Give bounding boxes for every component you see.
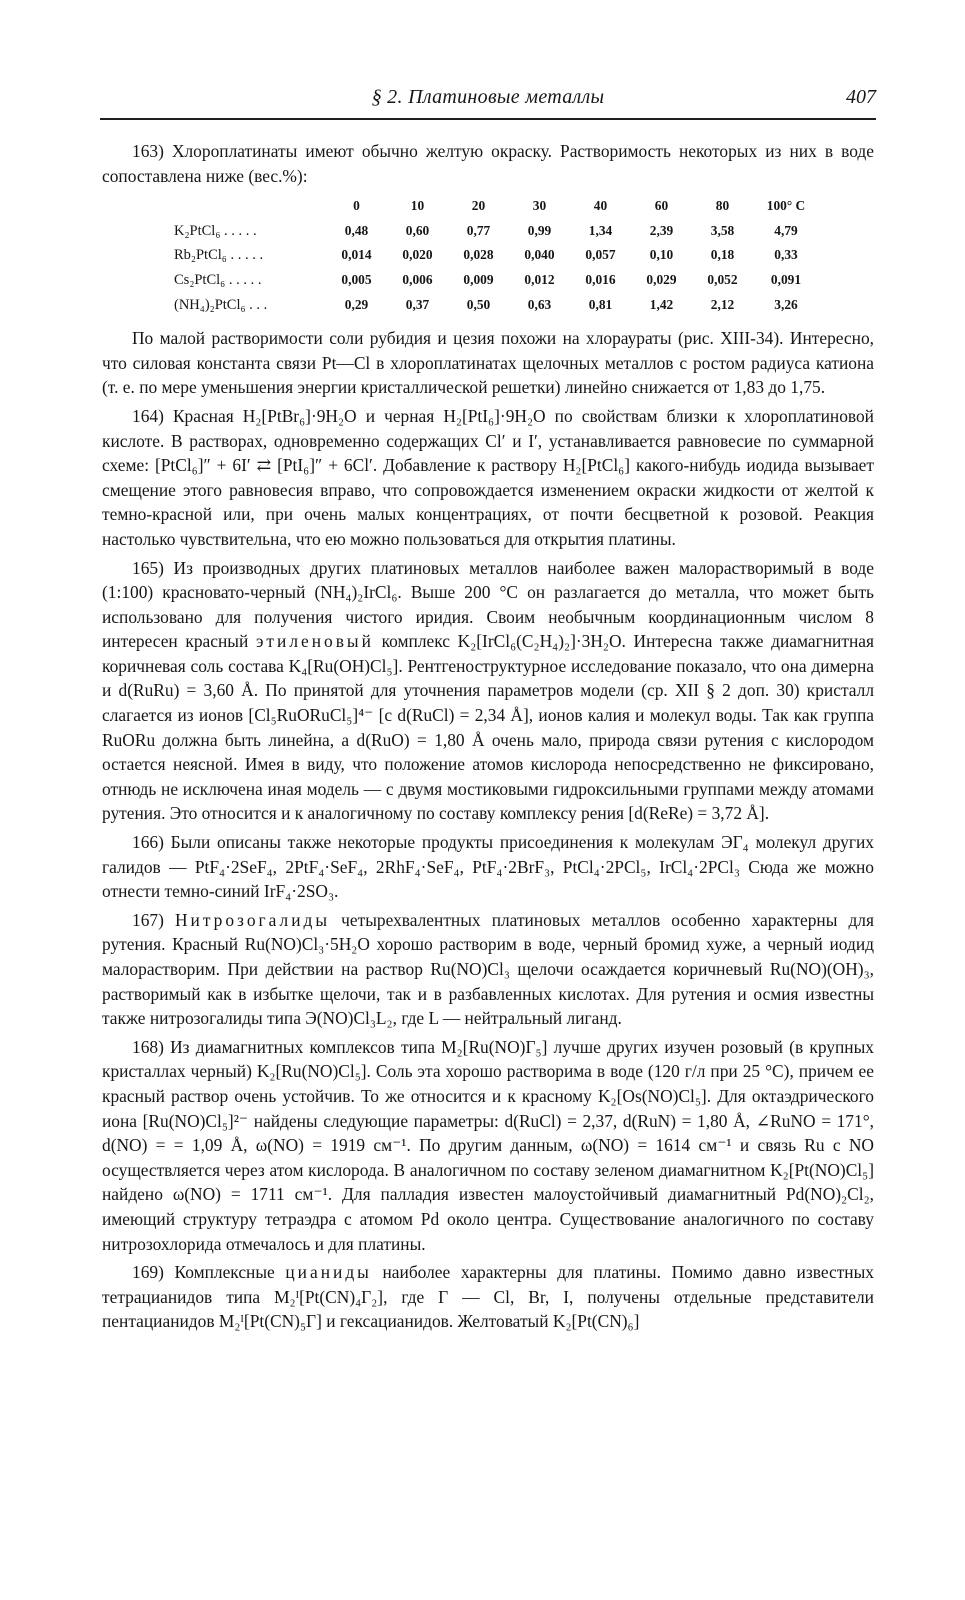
table-cell: 0,057 (585, 247, 616, 263)
salt-name: (NH₄)₂PtCl₆ . . . (174, 296, 268, 313)
table-corner (174, 194, 326, 219)
page-number: 407 (846, 86, 876, 108)
table-cell: 0,005 (341, 271, 372, 287)
column-header: 0 (353, 198, 360, 214)
table-cell: 0,091 (770, 271, 802, 287)
column-header: 100° C (766, 198, 806, 214)
table-cell: 0,60 (405, 222, 430, 238)
running-header (100, 86, 876, 116)
table-cell: 0,81 (588, 296, 613, 312)
column-header: 80 (715, 198, 730, 214)
table-cell: 0,029 (646, 271, 677, 287)
paragraph-165-part-b: комплекс K₂[IrCl₆(C₂H₄)₂]·3H₂O. Интересна также диамагнитная коричневая соль состава K₄[Ru(OH)Cl₅]. Рентгеноструктурное исследование показало, что она димерна и d(RuRu) = 3,60 Å. По принятой для уточнения параметров модели (ср. XII § 2 доп. 30) кристалл слагается из ионов [Cl₅RuORuCl₅]⁴⁻ [с d(RuCl) = 2,34 Å], ионов калия и молекул воды. Так как группа RuORu должна быть линейна, а d(RuO) = 1,80 Å очень мало, природа связи рутения с кислородом остается неясной. Имея в виду, что положение атомов кислорода непосредственно не фиксировано, отнюдь не исключена иная модель — с двумя мостиковыми гидроксильными группами между атомами рутения. Это относится и к аналогичному по составу комплексу рения [d(ReRe) = 3,72 Å]. (102, 631, 874, 824)
paragraph-164: 164) Красная H₂[PtBr₆]·9H₂O и черная H₂[PtI₆]·9H₂O по свойствам близки к хлороплатиновой кислоте. В растворах, одновременно содержащих Cl′ и I′, устанавливается равновесие по суммарной схеме: [PtCl₆]″ + 6I′ ⇄ [PtI₆]″ + 6Cl′. Добавление к раствору H₂[PtCl₆] какого-нибудь иодида вызывает смещение этого равновесия вправо, что сопровождается изменением окраски жидкости от желтой к темно-красной или, при очень малых концентрациях, от почти бесцветной к розовой. Реакция настолько чувствительна, что ею можно пользоваться для открытия платины. (102, 405, 874, 549)
table-cell: 0,50 (466, 296, 491, 312)
solubility-table (174, 194, 819, 317)
table-cell: 3,26 (774, 296, 798, 312)
paragraph-169 (102, 1260, 874, 1334)
paragraph-165 (102, 556, 874, 827)
table-row (174, 293, 819, 318)
spaced-emphasis-term: этиленовый (255, 631, 374, 652)
table-cell: 0,006 (402, 271, 433, 287)
table-cell: 0,33 (774, 247, 798, 263)
section-title: § 2. Платиновые металлы (371, 86, 605, 108)
paragraph-165-part-a: 165) Из производных других платиновых металлов наиболее важен малорастворимый в воде (1:100) красновато-черный (NH₄)₂IrCl₆. Выше 200 °C он разлагается до металла, что может быть использовано для получения чистого иридия. Своим необычным координационным числом 8 интересен красный (102, 557, 874, 652)
spaced-emphasis-term: цианиды (285, 1262, 372, 1283)
salt-name: K₂PtCl₆ . . . . . (174, 222, 257, 239)
table-cell: 1,34 (588, 222, 613, 238)
table-cell: 3,58 (710, 222, 735, 238)
table-cell: 0,77 (466, 222, 491, 238)
table-cell: 0,18 (710, 247, 735, 263)
table-cell: 0,014 (341, 247, 372, 263)
column-header: 40 (593, 198, 608, 214)
table-cell: 0,48 (344, 222, 369, 238)
table-cell: 0,99 (527, 222, 552, 238)
table-cell: 0,052 (707, 271, 738, 287)
paragraph-167-part-b: четырехвалентных платиновых металлов особенно характерны для рутения. Красный Ru(NO)Cl₃·5H₂O хорошо растворим в воде, черный бромид хуже, а черный иодид малорастворим. При действии на раствор Ru(NO)Cl₃ щелочи осаждается коричневый Ru(NO)(OH)₃, растворимый как в избытке щелочи, так и в разбавленных кислотах. Для рутения и осмия известны также нитрозогалиды типа Э(NO)Cl₃L₂, где L — нейтральный лиганд. (102, 909, 874, 1029)
table-cell: 0,009 (463, 271, 494, 287)
table-cell: 0,29 (344, 296, 369, 312)
paragraph-163-intro: 163) Хлороплатинаты имеют обычно желтую окраску. Растворимость некоторых из них в воде сопоставлена ниже (вес.%): (102, 141, 874, 186)
table-cell: 0,012 (524, 271, 555, 287)
column-header: 30 (532, 198, 547, 214)
header-rule (100, 118, 876, 120)
paragraph-168: 168) Из диамагнитных комплексов типа M₂[Ru(NO)Г₅] лучше других изучен розовый (в крупных кристаллах черный) K₂[Ru(NO)Cl₅]. Соль эта хорошо растворима в воде (120 г/л при 25 °C), причем ее красный раствор очень устойчив. То же относится и к красному K₂[Os(NO)Cl₅]. Для октаэдрического иона [Ru(NO)Cl₅]²⁻ найдены следующие параметры: d(RuCl) = 2,37, d(RuN) = 1,80 Å, ∠RuNO = 171°, d(NO) = = 1,09 Å, ω(NO) = 1919 см⁻¹. По другим данным, ω(NO) = 1614 см⁻¹ и связь Ru с NO осуществляется через атом кислорода. В аналогичном по составу зеленом диамагнитном K₂[Pt(NO)Cl₅] найдено ω(NO) = 1711 см⁻¹. Для палладия известен малоустойчивый диамагнитный Pd(NO)₂Cl₂, имеющий структуру тетраэдра с атомом Pd около центра. Существование аналогичного по составу нитрозохлорида отмечалось и для платины. (102, 1036, 874, 1254)
table-cell: 1,42 (649, 296, 674, 312)
paragraph-169-part-a: 169) Комплексные (132, 1262, 275, 1283)
table-cell: 0,63 (527, 296, 552, 312)
table-cell: 4,79 (774, 222, 798, 238)
table-cell: 0,040 (524, 247, 555, 263)
table-cell: 0,028 (463, 247, 494, 263)
paragraph-167 (102, 908, 874, 1031)
table-row (174, 268, 819, 293)
paragraph-169-part-b: наиболее характерны для платины. Помимо давно известных тетрацианидов типа M₂ᴵ[Pt(CN)₄Г₂], где Г — Cl, Br, I, получены отдельные представители пентацианидов M₂ᴵ[Pt(CN)₅Г] и гексацианидов. Желтоватый K₂[Pt(CN)₆] (102, 1262, 874, 1332)
table-cell: 0,37 (405, 296, 430, 312)
salt-name: Cs₂PtCl₆ . . . . . (174, 271, 262, 288)
table-cell: 2,39 (649, 222, 674, 238)
table-row (174, 243, 819, 268)
column-header: 20 (471, 198, 486, 214)
table-cell: 0,016 (585, 271, 616, 287)
body-text (102, 139, 874, 1338)
salt-name: Rb₂PtCl₆ . . . . . (174, 247, 264, 264)
table-header-row (174, 194, 819, 219)
paragraph-163-cont: По малой растворимости соли рубидия и цезия похожи на хлораураты (рис. XIII-34). Интересно, что силовая константа связи Pt—Cl в хлороплатинатах щелочных металлов с ростом радиуса катиона (т. е. по мере уменьшения энергии кристаллической решетки) линейно снижается от 1,83 до 1,75. (102, 328, 874, 398)
paragraph-166: 166) Были описаны также некоторые продукты присоединения к молекулам ЭГ₄ молекул других галидов — PtF₄·2SeF₄, 2PtF₄·SeF₄, 2RhF₄·SeF₄, PtF₄·2BrF₃, PtCl₄·2PCl₅, IrCl₄·2PCl₃ Сюда же можно отнести темно-синий IrF₄·2SO₃. (102, 832, 874, 902)
paragraph-167-number: 167) (132, 909, 164, 930)
column-header: 10 (410, 198, 425, 214)
column-header: 60 (654, 198, 669, 214)
table-cell: 0,10 (649, 247, 674, 263)
spaced-emphasis-term: Нитрозогалиды (174, 909, 331, 930)
table-cell: 0,020 (402, 247, 433, 263)
table-row (174, 219, 819, 244)
table-cell: 2,12 (710, 296, 735, 312)
